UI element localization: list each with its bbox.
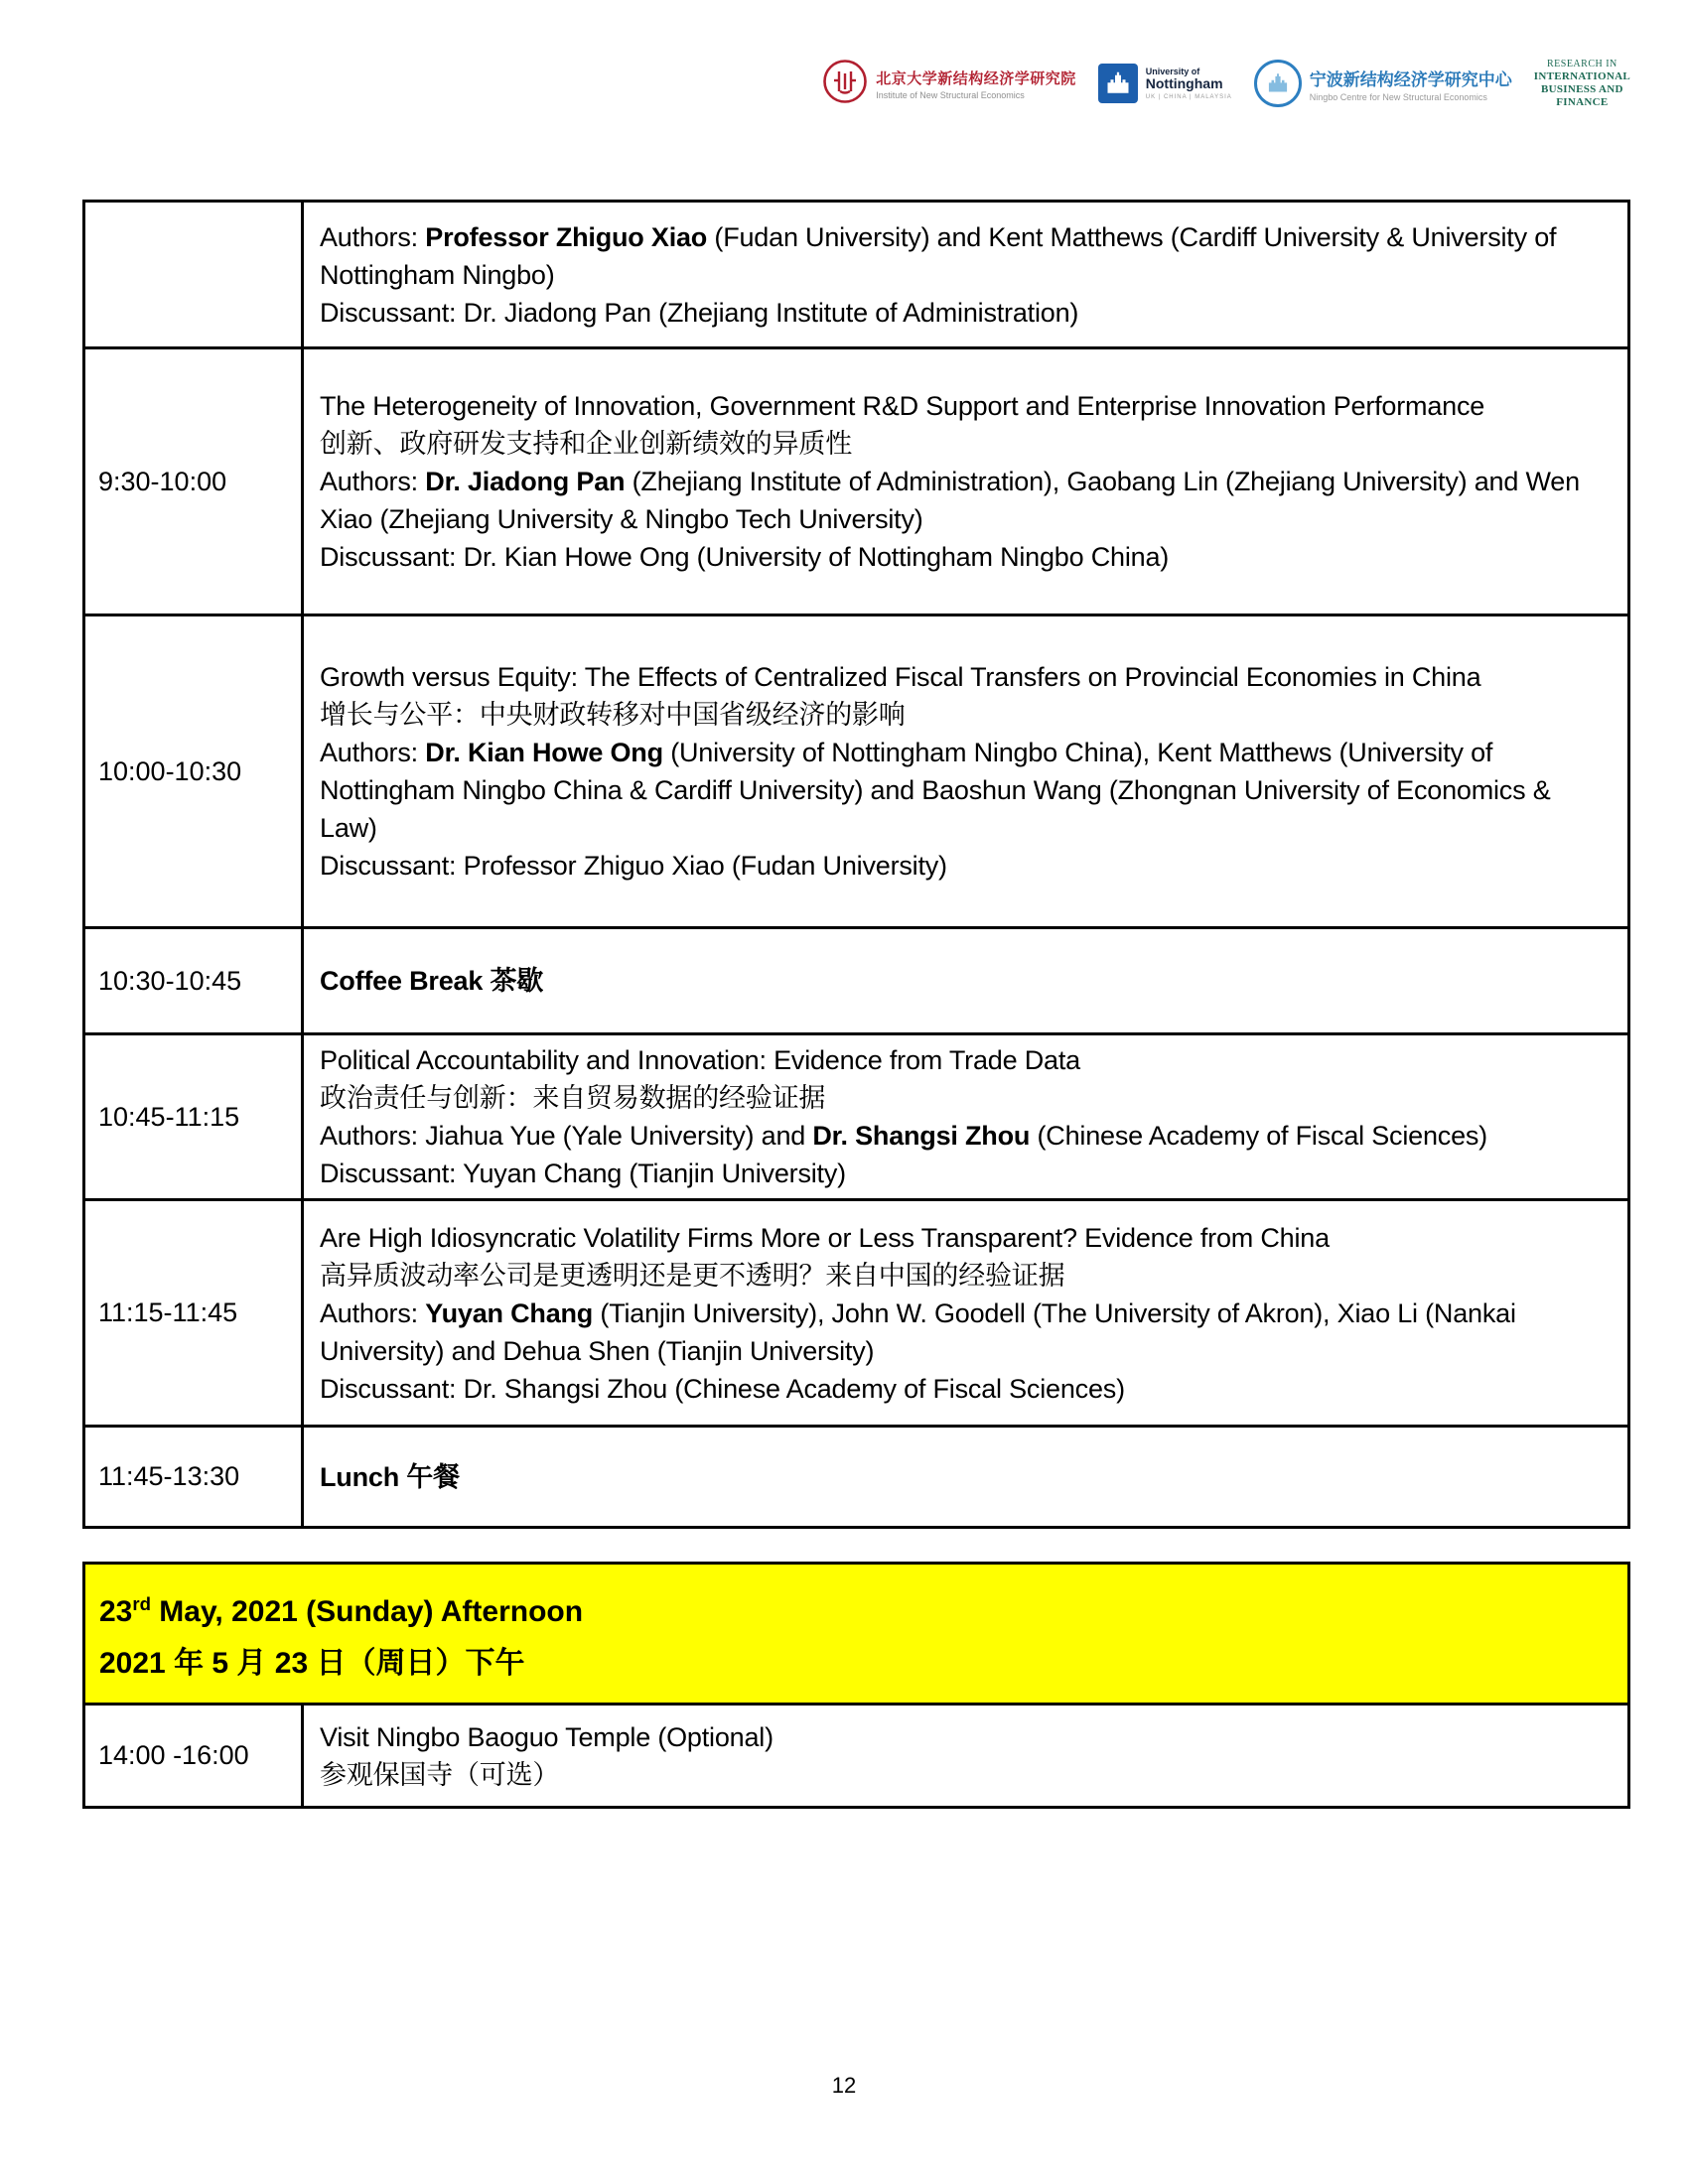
session-line: Discussant: Dr. Kian Howe Ong (University of Nottingham Ningbo China) (320, 542, 1170, 572)
morning-schedule-table (82, 200, 1630, 1529)
nottingham-castle-icon (1098, 64, 1138, 103)
session-line: Are High Idiosyncratic Volatility Firms More or Less Transparent? Evidence from China (320, 1222, 1330, 1253)
session-cell (304, 616, 1627, 926)
ningbo-centre-logo (1254, 60, 1512, 107)
ribaf-line4: FINANCE (1556, 96, 1609, 108)
session-line: Discussant: Dr. Shangsi Zhou (Chinese Academy of Fiscal Sciences) (320, 1373, 1125, 1404)
session-line: Authors: Jiahua Yue (Yale University) and Dr. Shangsi Zhou (Chinese Academy of Fiscal Sciences) (320, 1121, 1487, 1151)
session-line: The Heterogeneity of Innovation, Government R&D Support and Enterprise Innovation Performance (320, 391, 1485, 421)
session-cell (304, 203, 1627, 346)
nottingham-logo (1098, 64, 1232, 103)
ningbo-centre-name-en: Ningbo Centre for New Structural Economics (1309, 91, 1487, 102)
time-cell: 10:30-10:45 (85, 929, 304, 1032)
ribaf-logo (1534, 58, 1630, 109)
session-line: Authors: Yuyan Chang (Tianjin University), John W. Goodell (The University of Akron), Xiao Li (Nankai University) and Dehua Shen (Tianjin University) (320, 1297, 1516, 1366)
session-line: 创新、政府研发支持和企业创新绩效的异质性 (320, 429, 852, 459)
session-line: Lunch 午餐 (320, 1461, 460, 1492)
time-cell: 14:00 -16:00 (85, 1706, 304, 1806)
session-line: Coffee Break 茶歇 (320, 966, 544, 996)
ordinal-suffix: rd (132, 1592, 151, 1614)
pku-inse-name-en: Institute of New Structural Economics (876, 89, 1025, 100)
pku-inse-logo (822, 59, 1076, 109)
table-row (85, 346, 1627, 614)
pku-seal-icon (822, 59, 868, 109)
session-line: Visit Ningbo Baoguo Temple (Optional) (320, 1721, 774, 1752)
session-line: 增长与公平：中央财政转移对中国省级经济的影响 (320, 700, 906, 730)
header-logo-strip (854, 42, 1630, 125)
time-cell: 11:15-11:45 (85, 1201, 304, 1425)
session-line: Discussant: Dr. Jiadong Pan (Zhejiang Institute of Administration) (320, 297, 1079, 328)
nottingham-campuses: UK | CHINA | MALAYSIA (1145, 94, 1232, 100)
time-cell (85, 203, 304, 346)
session-cell (304, 1201, 1627, 1425)
banner-line-en: 23rd May, 2021 (Sunday) Afternoon (99, 1592, 584, 1628)
table-row (85, 1703, 1627, 1806)
afternoon-session-banner (85, 1565, 1627, 1703)
session-cell (304, 349, 1627, 614)
session-line: Political Accountability and Innovation: Evidence from Trade Data (320, 1045, 1080, 1075)
ribaf-line2: INTERNATIONAL (1533, 70, 1630, 82)
session-line: Authors: Professor Zhiguo Xiao (Fudan University) and Kent Matthews (Cardiff University & University of Nottingham Ningbo) (320, 221, 1557, 290)
nottingham-name-line1: University of (1145, 67, 1200, 76)
ribaf-line3: BUSINESS AND (1541, 83, 1623, 95)
session-line: 政治责任与创新：来自贸易数据的经验证据 (320, 1083, 826, 1113)
nottingham-name-line2: Nottingham (1145, 75, 1223, 91)
banner-line-cn: 2021 年 5 月 23 日（周日）下午 (99, 1646, 525, 1680)
page-number: 12 (831, 2073, 857, 2098)
afternoon-schedule-table (82, 1562, 1630, 1809)
session-line: Discussant: Yuyan Chang (Tianjin University) (320, 1159, 846, 1188)
session-cell (304, 929, 1627, 1032)
session-line: 参观保国寺（可选） (320, 1759, 560, 1790)
ningbo-centre-name-cn: 宁波新结构经济学研究中心 (1309, 69, 1512, 89)
table-row (85, 1032, 1627, 1198)
table-row (85, 926, 1627, 1032)
ningbo-centre-icon (1254, 60, 1302, 107)
pku-inse-name-cn: 北京大学新结构经济学研究院 (876, 69, 1076, 87)
table-row (85, 1198, 1627, 1425)
table-row (85, 1425, 1627, 1526)
session-cell (304, 1428, 1627, 1526)
table-row (85, 614, 1627, 926)
time-cell: 11:45-13:30 (85, 1428, 304, 1526)
session-line: Authors: Dr. Kian Howe Ong (University of Nottingham Ningbo China), Kent Matthews (University of Nottingham Ningbo China & Cardiff University) and Baoshun Wang (Zhongnan University of Economics & Law) (320, 738, 1551, 843)
session-line: 高异质波动率公司是更透明还是更不透明？来自中国的经验证据 (320, 1260, 1065, 1291)
time-cell: 10:45-11:15 (85, 1035, 304, 1198)
session-line: Growth versus Equity: The Effects of Centralized Fiscal Transfers on Provincial Economies in China (320, 662, 1481, 692)
session-line: Authors: Dr. Jiadong Pan (Zhejiang Institute of Administration), Gaobang Lin (Zhejiang University) and Wen Xiao (Zhejiang University & Ningbo Tech University) (320, 467, 1580, 534)
table-row (85, 203, 1627, 346)
time-cell: 10:00-10:30 (85, 616, 304, 926)
time-cell: 9:30-10:00 (85, 349, 304, 614)
ribaf-line1: RESEARCH IN (1546, 59, 1618, 69)
session-cell (304, 1706, 1627, 1806)
session-cell (304, 1035, 1627, 1198)
session-line: Discussant: Professor Zhiguo Xiao (Fudan University) (320, 851, 947, 881)
